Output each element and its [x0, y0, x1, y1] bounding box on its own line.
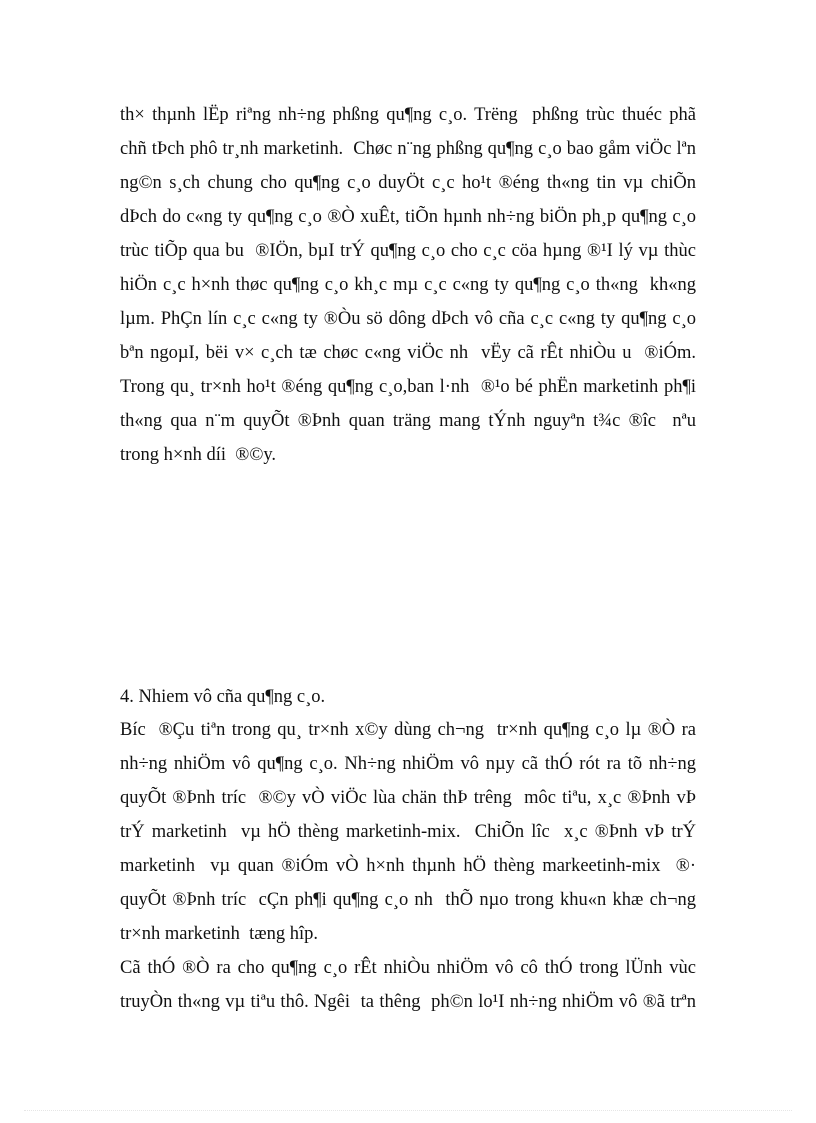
text-line: Cã thÓ ®Ò ra cho qu¶ng c¸o rÊt nhiÒu nhiÖm vô cô thÓ trong lÜnh vùc	[120, 958, 696, 978]
text-line: dÞch do c«ng ty qu¶ng c¸o ®Ò xuÊt, tiÕn hµnh nh÷ng biÖn ph¸p qu¶ng c¸o	[120, 207, 696, 227]
page-bottom-rule	[24, 1110, 792, 1111]
text-line: hiÖn c¸c h×nh thøc qu¶ng c¸o kh¸c mµ c¸c c«ng ty qu¶ng c¸o th«ng kh«ng	[120, 275, 696, 295]
text-line: truyÒn th«ng vµ tiªu thô. Ngêi ta thêng ph©n lo¹I nh÷ng nhiÖm vô ®ã trªn	[120, 992, 696, 1012]
text-line: trùc tiÕp qua bu ®IÖn, bµI trÝ qu¶ng c¸o cho c¸c cöa hµng ®¹I lý vµ thùc	[120, 241, 696, 261]
text-line: th× thµnh lËp riªng nh÷ng phßng qu¶ng c¸o. Trëng phßng trùc thuéc phã	[120, 105, 696, 125]
text-line: marketinh vµ quan ®iÓm vÒ h×nh thµnh hÖ thèng markeetinh-mix ®·	[120, 856, 696, 876]
text-line: trong h×nh díi ®©y.	[120, 445, 277, 465]
text-line: nh÷ng nhiÖm vô qu¶ng c¸o. Nh÷ng nhiÖm vô nµy cã thÓ rót ra tõ nh÷ng	[120, 754, 696, 774]
text-line: Trong qu¸ tr×nh ho¹t ®éng qu¶ng c¸o,ban l·nh ®¹o bé phËn marketinh ph¶i	[120, 377, 696, 397]
text-line: lµm. PhÇn lín c¸c c«ng ty ®Òu sö dông dÞch vô cña c¸c c«ng ty qu¶ng c¸o	[120, 309, 696, 329]
text-line: trÝ marketinh vµ hÖ thèng marketinh-mix. ChiÕn lîc x¸c ®Þnh vÞ trÝ	[120, 822, 696, 842]
text-line: quyÕt ®Þnh tríc cÇn ph¶i qu¶ng c¸o nh thÕ nµo trong khu«n khæ ch¬ng	[120, 890, 696, 910]
text-line: Bíc ®Çu tiªn trong qu¸ tr×nh x©y dùng ch¬ng tr×nh qu¶ng c¸o lµ ®Ò ra	[120, 720, 696, 740]
text-line: ng©n s¸ch chung cho qu¶ng c¸o duyÖt c¸c ho¹t ®éng th«ng tin vµ chiÕn	[120, 173, 696, 193]
text-line: quyÕt ®Þnh tríc ®©y vÒ viÖc lùa chän thÞ trêng môc tiªu, x¸c ®Þnh vÞ	[120, 788, 696, 808]
text-line: bªn ngoµI, bëi v× c¸ch tæ chøc c«ng viÖc nh vËy cã rÊt nhiÒu u ®iÓm.	[120, 343, 696, 363]
section-heading: 4. Nhiem vô cña qu¶ng c¸o.	[120, 687, 326, 707]
text-line: th«ng qua n¨m quyÕt ®Þnh quan träng mang tÝnh nguyªn t¾c ®îc nªu	[120, 411, 696, 431]
text-line: tr×nh marketinh tæng hîp.	[120, 924, 318, 944]
text-line: chñ tÞch phô tr¸nh marketinh. Chøc n¨ng phßng qu¶ng c¸o bao gåm viÖc lªn	[120, 139, 696, 159]
